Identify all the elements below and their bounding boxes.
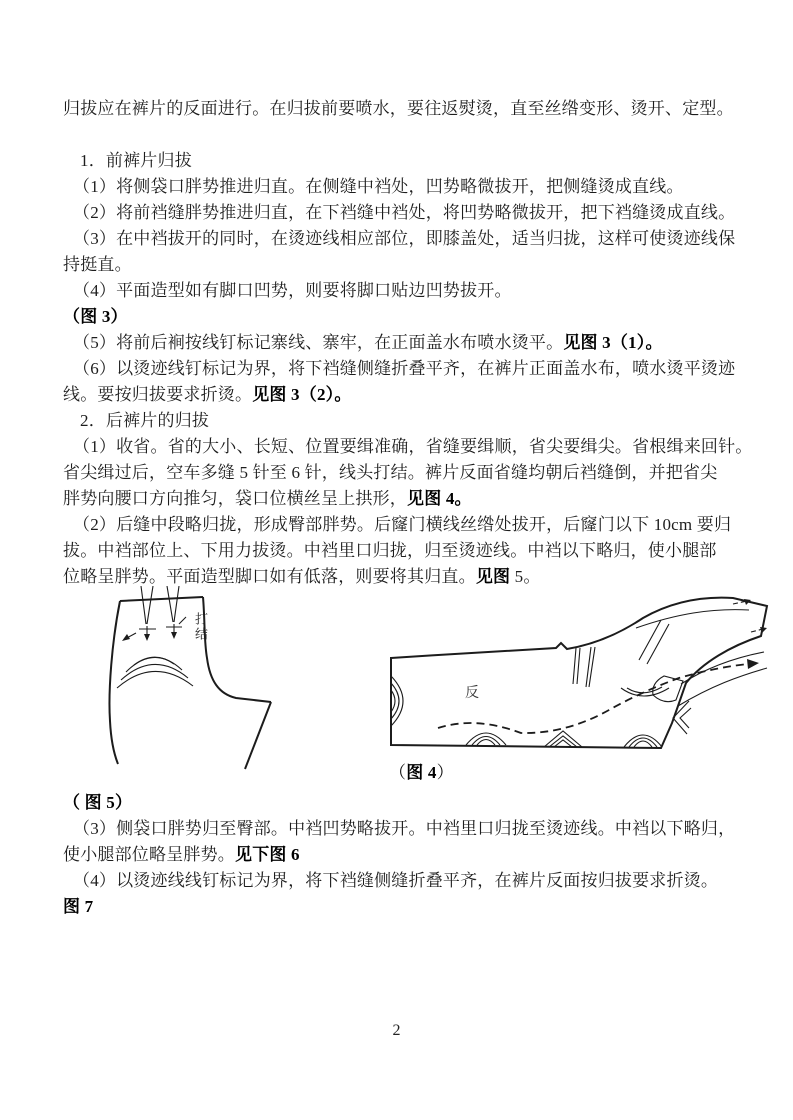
text-line: [63, 278, 731, 304]
body-text-segment: 2．后裤片的归拔: [80, 411, 210, 430]
text-line: [63, 304, 731, 330]
body-text-segment: 线。要按归拔要求折烫。: [63, 385, 253, 404]
text-line: [63, 868, 731, 894]
body-text-segment: 拔。中裆部位上、下用力拔烫。中裆里口归拢，归至烫迹线。中裆以下略归，使小腿部: [63, 541, 717, 560]
body-text-segment: （3）在中裆拔开的同时，在烫迹线相应部位，即膝盖处，适当归拢，这样可使烫迹线保: [73, 229, 736, 248]
text-line: [63, 538, 731, 564]
text-line: [63, 408, 731, 434]
body-text-segment: （: [389, 763, 407, 782]
body-text-segment: 胖势向腰口方向推匀，袋口位横丝呈上拱形，: [63, 489, 407, 508]
text-line: [63, 894, 731, 920]
body-text-segment: （2）后缝中段略归拢，形成臀部胖势。后窿门横线丝绺处拔开，后窿门以下 10cm 要归: [73, 515, 732, 534]
figure-4-container: [381, 588, 773, 790]
text-line: [63, 434, 753, 460]
text-block-upper: [63, 96, 753, 590]
text-line: [63, 790, 731, 816]
emphasis-text: （ 图 5）: [63, 793, 133, 812]
text-line: [63, 122, 731, 148]
text-line: [63, 200, 736, 226]
figures-row: [63, 590, 731, 790]
body-text-segment: 归拔应在裤片的反面进行。在归拔前要喷水，要往返熨烫，直至丝绺变形、烫开、定型。: [63, 99, 734, 118]
body-text-segment: （6）以烫迹线钉标记为界，将下裆缝侧缝折叠平齐，在裤片正面盖水布，喷水烫平烫迹: [73, 359, 736, 378]
emphasis-text: 见图 3（2）。: [252, 385, 352, 404]
emphasis-text: 图 4: [406, 763, 437, 782]
body-text-segment: （4）平面造型如有脚口凹势，则要将脚口贴边凹势拔开。: [73, 281, 512, 300]
emphasis-text: 图 7: [63, 897, 94, 916]
text-line: [63, 460, 731, 486]
text-line: [63, 174, 731, 200]
text-line: [63, 226, 736, 252]
body-text: [63, 96, 753, 920]
emphasis-text: 见图 3（1）。: [563, 333, 663, 352]
text-line: [63, 512, 731, 538]
body-text-segment: 5。: [510, 567, 541, 586]
body-text-segment: 使小腿部位略呈胖势。: [63, 845, 235, 864]
figure-4-reverse-side-label: 反: [465, 686, 480, 701]
emphasis-text: 见图: [475, 567, 511, 586]
text-line: [63, 96, 734, 122]
body-text-segment: （2）将前裆缝胖势推进归直，在下裆缝中裆处，将凹势略微拔开，把下裆缝烫成直线。: [73, 203, 736, 222]
text-line: [63, 252, 731, 278]
figure-5-knot-label: 打结: [193, 612, 208, 642]
body-text-segment: （1）将侧袋口胖势推进归直。在侧缝中裆处，凹势略微拔开，把侧缝烫成直线。: [73, 177, 684, 196]
body-text-segment: （5）将前后裥按线钉标记寨线、寨牢，在正面盖水布喷水烫平。: [73, 333, 564, 352]
body-text-segment: （3）侧袋口胖势归至臀部。中裆凹势略拔开。中裆里口归拢至烫迹线。中裆以下略归，: [73, 819, 736, 838]
emphasis-text: 见下图 6: [235, 845, 300, 864]
body-text-segment: （4）以烫迹线线钉标记为界，将下裆缝侧缝折叠平齐，在裤片反面按归拔要求折烫。: [73, 871, 719, 890]
text-block-lower: [63, 790, 736, 920]
figure-4-caption: [389, 760, 454, 786]
figure-5-container: [91, 586, 283, 786]
body-text-segment: （1）收省。省的大小、长短、位置要缉准确，省缝要缉顺，省尖要缉尖。省根缉来回针。: [73, 437, 753, 456]
page-number: 2: [392, 1022, 401, 1039]
emphasis-text: （图 3）: [63, 307, 128, 326]
text-line: [63, 356, 736, 382]
body-text-segment: 位略呈胖势。平面造型脚口如有低落，则要将其归直。: [63, 567, 476, 586]
body-text-segment: 1．前裤片归拔: [80, 151, 192, 170]
text-line: [63, 816, 736, 842]
body-text-segment: 省尖缉过后，空车多缝 5 针至 6 针，线头打结。裤片反面省缝均朝后裆缝倒，并把省尖: [63, 463, 718, 482]
text-line: [63, 486, 731, 512]
emphasis-text: 见图 4。: [407, 489, 472, 508]
text-line: [63, 842, 731, 868]
text-line: [63, 148, 731, 174]
body-text-segment: ）: [436, 763, 454, 782]
body-text-segment: 持挺直。: [63, 255, 132, 274]
text-line: [63, 330, 731, 356]
text-line: [63, 382, 731, 408]
